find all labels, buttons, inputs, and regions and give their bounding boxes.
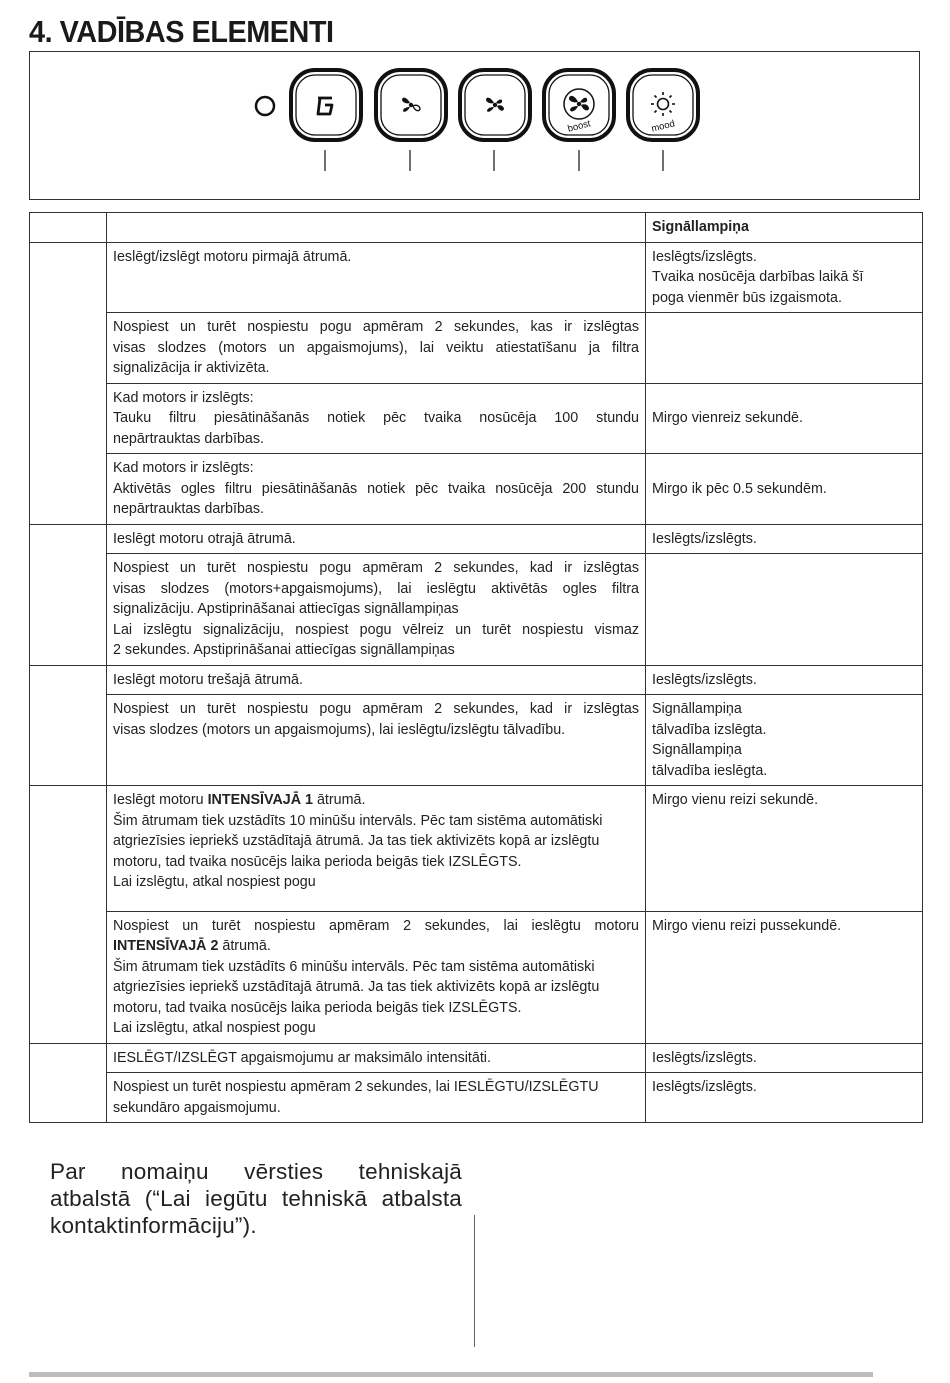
control-panel-drawing	[30, 52, 921, 201]
button-cell	[30, 1043, 107, 1123]
signal-line: Mirgo vienu reizi pussekundē.	[652, 917, 842, 934]
header-signal: Signāllampiņa	[646, 213, 923, 243]
support-line: atbalstā (“Lai iegūtu tehniskā atbalsta	[50, 1186, 462, 1211]
signal-cell	[646, 911, 923, 1043]
desc-line: Kad motors ir izslēgts:	[113, 389, 254, 406]
signal-cell	[646, 554, 923, 666]
signal-line: Signāllampiņa	[652, 701, 742, 717]
desc-cell	[107, 786, 646, 912]
button-cell	[30, 665, 107, 786]
filter-icon	[318, 98, 332, 114]
desc-cell	[107, 454, 646, 525]
desc-cell	[107, 695, 646, 786]
table-row	[30, 554, 923, 666]
table-row	[30, 911, 923, 1043]
signal-line: Ieslēgts/izslēgts.	[652, 1079, 757, 1095]
column-divider	[474, 1215, 475, 1347]
signal-cell	[646, 1073, 923, 1123]
fan-speed-1-icon	[402, 98, 420, 112]
desc-line: Lai izslēgtu, atkal nospiest pogu	[113, 874, 316, 890]
button-cell	[30, 786, 107, 1044]
button-cell	[30, 242, 107, 524]
signal-cell	[646, 786, 923, 912]
signal-line: Mirgo vienreiz sekundē.	[652, 410, 803, 426]
signal-cell	[646, 524, 923, 554]
desc-line: signalizācija ir aktivizēta.	[113, 360, 270, 376]
mood-label: mood	[650, 118, 676, 135]
desc-line: Aktivētās ogles filtru piesātināšanās notiek pēc tvaika nosūcēja 200 stundu	[113, 480, 639, 497]
table-row	[30, 1073, 923, 1123]
table-row	[30, 1043, 923, 1073]
signal-line: Ieslēgts/izslēgts.	[652, 530, 757, 547]
desc-line: visas slodzes (motors un apgaismojums), lai ieslēgtu/izslēgtu tālvadību.	[113, 721, 566, 738]
signal-line: poga vienmēr būs izgaismota.	[652, 289, 842, 306]
fan-speed-2-icon	[486, 98, 504, 112]
table-row	[30, 454, 923, 525]
desc-cell	[107, 524, 646, 554]
mood-light-button[interactable]	[628, 70, 698, 140]
support-note	[50, 1158, 462, 1239]
signal-cell	[646, 313, 923, 384]
desc-line: Nospiest un turēt nospiestu pogu apmēram 2 sekundes, kad ir izslēgtas	[113, 560, 639, 576]
table-row	[30, 313, 923, 384]
desc-line: Tauku filtru piesātināšanās notiek pēc tvaika nosūcēja 100 stundu	[113, 410, 639, 426]
signal-line: Signāllampiņa	[652, 742, 742, 758]
button-cell	[30, 524, 107, 665]
support-line: Par nomaiņu vērsties tehniskajā	[50, 1159, 462, 1184]
table-row	[30, 665, 923, 695]
desc-line: atgriezīsies iepriekš uzstādītajā ātrumā. Ja tas tiek aktivizēts kopā ar izslēgtu	[113, 979, 600, 995]
footer-bar	[29, 1372, 873, 1377]
light-sun-icon	[651, 92, 675, 116]
table-row	[30, 695, 923, 786]
desc-cell	[107, 313, 646, 384]
speed-2-button[interactable]	[460, 70, 530, 140]
indicator-light-icon	[256, 97, 274, 115]
desc-line: Ieslēgt motoru otrajā ātrumā.	[113, 530, 296, 547]
signal-line: Mirgo ik pēc 0.5 sekundēm.	[652, 480, 827, 497]
table-row	[30, 786, 923, 912]
header-blank-cell	[30, 213, 107, 243]
desc-cell	[107, 554, 646, 666]
desc-line: atgriezīsies iepriekš uzstādītajā ātrumā. Ja tas tiek aktivizēts kopā ar izslēgtu	[113, 833, 600, 849]
desc-line: INTENSĪVAJĀ 2 ātrumā.	[113, 938, 271, 954]
desc-line: IESLĒGT/IZSLĒGT apgaismojumu ar maksimālo intensitāti.	[113, 1049, 491, 1066]
desc-line: sekundāro apgaismojumu.	[113, 1099, 281, 1116]
desc-line: visas slodzes (motors un apgaismojums), lai veiktu atiestatīšanu ja filtra	[113, 339, 639, 356]
signal-line: Ieslēgts/izslēgts.	[652, 1049, 757, 1066]
table-row	[30, 242, 923, 313]
signal-line: tālvadība izslēgta.	[652, 721, 767, 738]
support-line: kontaktinformāciju”).	[50, 1213, 257, 1238]
table-row	[30, 524, 923, 554]
desc-cell	[107, 383, 646, 454]
boost-label: boost	[566, 118, 592, 135]
desc-cell	[107, 1043, 646, 1073]
signal-line: Ieslēgts/izslēgts.	[652, 248, 757, 265]
page-title: 4. VADĪBAS ELEMENTI	[29, 14, 334, 49]
desc-line: Nospiest un turēt nospiestu pogu apmēram 2 sekundes, kad ir izslēgtas	[113, 701, 639, 717]
signal-cell	[646, 1043, 923, 1073]
desc-cell	[107, 242, 646, 313]
table-header-row	[30, 213, 923, 243]
boost-button[interactable]	[544, 70, 614, 140]
speed-1-button[interactable]	[376, 70, 446, 140]
signal-line: Ieslēgts/izslēgts.	[652, 671, 757, 688]
desc-line: Šim ātrumam tiek uzstādīts 6 minūšu intervāls. Pēc tam sistēma automātiski	[113, 958, 595, 975]
desc-cell	[107, 665, 646, 695]
header-blank-cell	[107, 213, 646, 243]
desc-line: Ieslēgt motoru INTENSĪVAJĀ 1 ātrumā.	[113, 792, 366, 808]
desc-line: Ieslēgt motoru trešajā ātrumā.	[113, 671, 303, 688]
desc-line: Lai izslēgtu signalizāciju, nospiest pogu vēlreiz un turēt nospiestu vismaz	[113, 621, 639, 638]
signal-line: Mirgo vienu reizi sekundē.	[652, 792, 819, 808]
desc-cell	[107, 1073, 646, 1123]
desc-line: Lai izslēgtu, atkal nospiest pogu	[113, 1020, 316, 1036]
desc-line: Kad motors ir izslēgts:	[113, 460, 254, 476]
desc-line: visas slodzes (motors+apgaismojums), lai ieslēgtu aktivētās ogles filtra	[113, 580, 639, 597]
desc-line: motoru, tad tvaika nosūcējs laika perioda beigās tiek IZSLĒGTS.	[113, 999, 522, 1016]
signal-cell	[646, 383, 923, 454]
desc-cell	[107, 911, 646, 1043]
signal-line: tālvadība ieslēgta.	[652, 762, 768, 779]
signal-cell	[646, 454, 923, 525]
desc-line: Nospiest un turēt nospiestu apmēram 2 sekundes, lai ieslēgtu motoru	[113, 917, 639, 934]
control-panel-diagram	[29, 51, 920, 200]
signal-cell	[646, 665, 923, 695]
signal-cell	[646, 695, 923, 786]
desc-line: Nospiest un turēt nospiestu apmēram 2 sekundes, lai IESLĒGTU/IZSLĒGTU	[113, 1079, 599, 1095]
desc-line: motoru, tad tvaika nosūcējs laika perioda beigās tiek IZSLĒGTS.	[113, 853, 522, 870]
desc-line: nepārtrauktas darbības.	[113, 430, 265, 447]
desc-line: Nospiest un turēt nospiestu pogu apmēram 2 sekundes, kas ir izslēgtas	[113, 319, 639, 335]
desc-line: Šim ātrumam tiek uzstādīts 10 minūšu intervāls. Pēc tam sistēma automātiski	[113, 812, 603, 829]
desc-line: signalizāciju. Apstiprināšanai attiecīgas signāllampiņas	[113, 601, 459, 617]
controls-table	[29, 212, 923, 1123]
signal-cell	[646, 242, 923, 313]
fan-boost-icon	[564, 89, 594, 119]
desc-line: Ieslēgt/izslēgt motoru pirmajā ātrumā.	[113, 248, 352, 265]
filter-button[interactable]	[291, 70, 361, 140]
signal-line: Tvaika nosūcēja darbības laikā šī	[652, 269, 864, 285]
desc-line: nepārtrauktas darbības.	[113, 501, 265, 517]
desc-line: 2 sekundes. Apstiprināšanai attiecīgas signāllampiņas	[113, 642, 455, 658]
table-row	[30, 383, 923, 454]
